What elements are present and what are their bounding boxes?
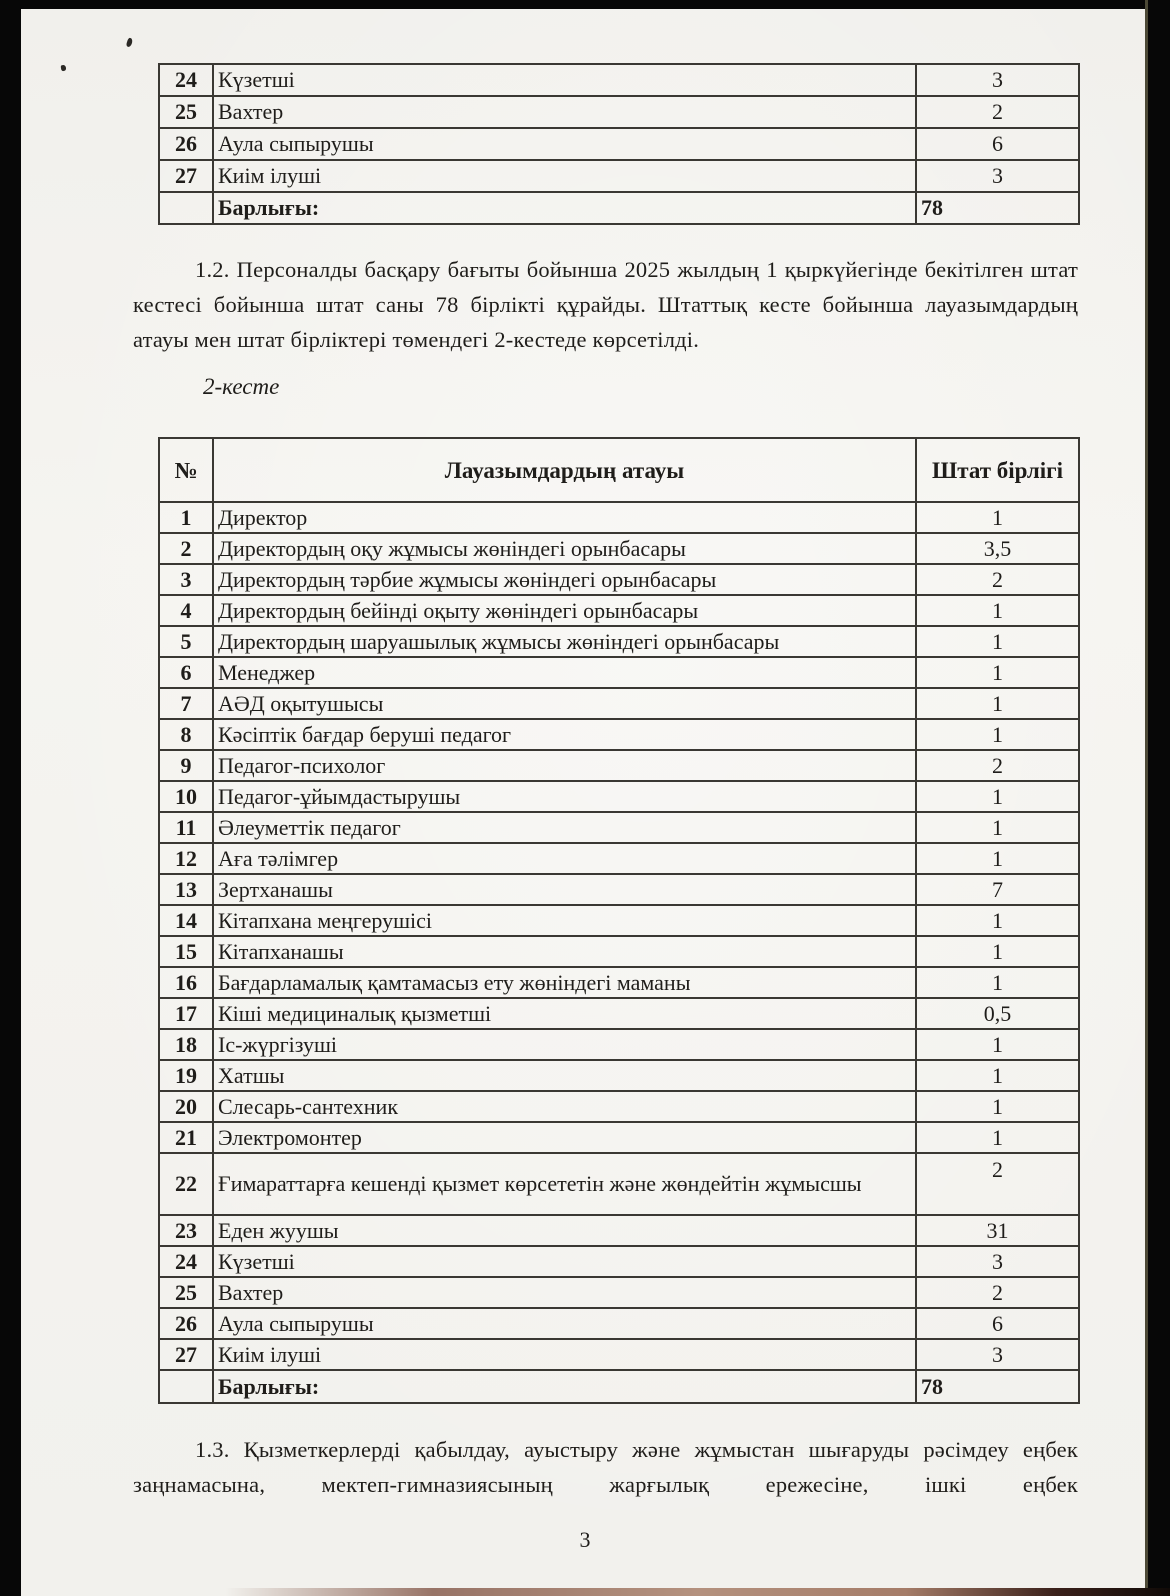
cell-num: 27 <box>159 1339 213 1370</box>
table-row <box>159 967 1079 998</box>
cell-name: Менеджер <box>213 657 916 688</box>
cell-value: 1 <box>916 781 1079 812</box>
cell-num: 18 <box>159 1029 213 1060</box>
cell-num: 15 <box>159 936 213 967</box>
cell-name: Аула сыпырушы <box>213 1308 916 1339</box>
cell-value: 1 <box>916 1091 1079 1122</box>
cell-num: 13 <box>159 874 213 905</box>
cell-num: 1 <box>159 502 213 533</box>
table-row <box>159 812 1079 843</box>
cell-value: 1 <box>916 1122 1079 1153</box>
cell-value: 2 <box>916 96 1079 128</box>
staff-table-continuation-body <box>159 64 1079 192</box>
table-row <box>159 874 1079 905</box>
table-row <box>159 657 1079 688</box>
cell-value: 1 <box>916 812 1079 843</box>
cell-value: 6 <box>916 1308 1079 1339</box>
table-row <box>159 626 1079 657</box>
cell-name: Күзетші <box>213 1246 916 1277</box>
table-header-row <box>159 438 1079 502</box>
cell-num: 21 <box>159 1122 213 1153</box>
scan-speck <box>61 65 67 72</box>
paragraph-1-2: 1.2. Персоналды басқару бағыты бойынша 2025 жылдың 1 қыркүйегінде бекітілген штат кестесі бойынша штат саны 78 бірлікті құрайды. Штаттық кесте бойынша лауазымдардың атауы мен штат бірліктері төмендегі 2-кестеде көрсетілді. <box>133 257 1078 352</box>
cell-value: 3,5 <box>916 533 1079 564</box>
header-position-name: Лауазымдардың атауы <box>213 438 916 502</box>
header-staff-unit: Штат бірлігі <box>916 438 1079 502</box>
page-number: 3 <box>579 1527 591 1552</box>
cell-value: 1 <box>916 595 1079 626</box>
cell-name: АӘД оқытушысы <box>213 688 916 719</box>
staff-table-2-body <box>159 502 1079 1370</box>
cell-value: 1 <box>916 688 1079 719</box>
cell-num: 24 <box>159 64 213 96</box>
total-value: 78 <box>916 192 1079 224</box>
cell-num: 3 <box>159 564 213 595</box>
cell-num: 7 <box>159 688 213 719</box>
cell-num: 10 <box>159 781 213 812</box>
table-row <box>159 998 1079 1029</box>
table-row <box>159 719 1079 750</box>
table-row <box>159 1060 1079 1091</box>
cell-num: 24 <box>159 1246 213 1277</box>
cell-name: Вахтер <box>213 1277 916 1308</box>
cell-name: Педагог-ұйымдастырушы <box>213 781 916 812</box>
table-row <box>159 1122 1079 1153</box>
header-number: № <box>159 438 213 502</box>
table-row <box>159 1246 1079 1277</box>
table-row <box>159 1277 1079 1308</box>
table-row <box>159 1308 1079 1339</box>
cell-num: 22 <box>159 1153 213 1215</box>
cell-value: 2 <box>916 1153 1079 1215</box>
cell-name: Слесарь-сантехник <box>213 1091 916 1122</box>
cell-name: Күзетші <box>213 64 916 96</box>
cell-value: 1 <box>916 719 1079 750</box>
cell-num: 26 <box>159 128 213 160</box>
table-row <box>159 128 1079 160</box>
cell-num: 27 <box>159 160 213 192</box>
table-row <box>159 1153 1079 1215</box>
table-row <box>159 595 1079 626</box>
table-row <box>159 64 1079 96</box>
total-label: Барлығы: <box>213 1370 916 1403</box>
cell-name: Іс-жүргізуші <box>213 1029 916 1060</box>
cell-num: 8 <box>159 719 213 750</box>
cell-num: 9 <box>159 750 213 781</box>
scan-edge-top <box>0 0 1170 9</box>
cell-num: 4 <box>159 595 213 626</box>
cell-value: 2 <box>916 564 1079 595</box>
cell-name: Директор <box>213 502 916 533</box>
cell-value: 3 <box>916 64 1079 96</box>
cell-num-empty <box>159 1370 213 1403</box>
table-total-row <box>159 192 1079 224</box>
cell-num: 25 <box>159 96 213 128</box>
cell-value: 31 <box>916 1215 1079 1246</box>
cell-value: 1 <box>916 1029 1079 1060</box>
cell-num: 5 <box>159 626 213 657</box>
cell-value: 1 <box>916 657 1079 688</box>
table-caption: 2-кесте <box>203 374 280 399</box>
cell-num: 23 <box>159 1215 213 1246</box>
table-row <box>159 1339 1079 1370</box>
scan-edge-bottom <box>225 1588 1170 1596</box>
table-row <box>159 750 1079 781</box>
cell-value: 7 <box>916 874 1079 905</box>
cell-value: 6 <box>916 128 1079 160</box>
table-row <box>159 905 1079 936</box>
cell-name: Директордың шаруашылық жұмысы жөніндегі орынбасары <box>213 626 916 657</box>
scan-edge-right <box>1145 0 1170 1596</box>
cell-num: 19 <box>159 1060 213 1091</box>
cell-name: Директордың оқу жұмысы жөніндегі орынбасары <box>213 533 916 564</box>
cell-num: 16 <box>159 967 213 998</box>
table-row <box>159 1091 1079 1122</box>
table-row <box>159 1215 1079 1246</box>
cell-num-empty <box>159 192 213 224</box>
cell-value: 0,5 <box>916 998 1079 1029</box>
cell-name: Вахтер <box>213 96 916 128</box>
cell-num: 14 <box>159 905 213 936</box>
cell-num: 11 <box>159 812 213 843</box>
cell-name: Әлеуметтік педагог <box>213 812 916 843</box>
cell-value: 3 <box>916 1339 1079 1370</box>
cell-name: Кітапхана меңгерушісі <box>213 905 916 936</box>
staff-table-continuation <box>158 63 1080 225</box>
cell-num: 2 <box>159 533 213 564</box>
table-row <box>159 1029 1079 1060</box>
table-row <box>159 160 1079 192</box>
cell-name: Кәсіптік бағдар беруші педагог <box>213 719 916 750</box>
cell-num: 26 <box>159 1308 213 1339</box>
cell-value: 1 <box>916 967 1079 998</box>
cell-name: Аула сыпырушы <box>213 128 916 160</box>
cell-value: 3 <box>916 160 1079 192</box>
cell-num: 20 <box>159 1091 213 1122</box>
table-row <box>159 843 1079 874</box>
cell-name: Директордың тәрбие жұмысы жөніндегі орынбасары <box>213 564 916 595</box>
staff-table-2 <box>158 437 1080 1404</box>
cell-name: Кітапханашы <box>213 936 916 967</box>
cell-name: Электромонтер <box>213 1122 916 1153</box>
table-row <box>159 502 1079 533</box>
cell-num: 25 <box>159 1277 213 1308</box>
total-label: Барлығы: <box>213 192 916 224</box>
table-row <box>159 781 1079 812</box>
cell-value: 3 <box>916 1246 1079 1277</box>
table-row <box>159 533 1079 564</box>
table-row <box>159 96 1079 128</box>
cell-value: 1 <box>916 502 1079 533</box>
table-row <box>159 564 1079 595</box>
cell-name: Бағдарламалық қамтамасыз ету жөніндегі маманы <box>213 967 916 998</box>
cell-name: Педагог-психолог <box>213 750 916 781</box>
cell-value: 2 <box>916 1277 1079 1308</box>
cell-num: 17 <box>159 998 213 1029</box>
cell-name: Киім ілуші <box>213 1339 916 1370</box>
table-row <box>159 936 1079 967</box>
scan-edge-left <box>0 0 21 1596</box>
cell-name: Кіші медициналық қызметші <box>213 998 916 1029</box>
cell-name: Еден жуушы <box>213 1215 916 1246</box>
cell-value: 1 <box>916 1060 1079 1091</box>
paragraph-1-3: 1.3. Қызметкерлерді қабылдау, ауыстыру және жұмыстан шығаруды рәсімдеу еңбек заңнамасына, мектеп-гимназиясының жарғылық ережесіне, ішкі еңбек <box>133 1437 1078 1497</box>
cell-value: 1 <box>916 626 1079 657</box>
table-row <box>159 688 1079 719</box>
cell-value: 2 <box>916 750 1079 781</box>
cell-num: 6 <box>159 657 213 688</box>
cell-name: Директордың бейінді оқыту жөніндегі орынбасары <box>213 595 916 626</box>
cell-value: 1 <box>916 936 1079 967</box>
cell-num: 12 <box>159 843 213 874</box>
total-value: 78 <box>916 1370 1079 1403</box>
cell-name: Киім ілуші <box>213 160 916 192</box>
table-total-row <box>159 1370 1079 1403</box>
cell-name: Хатшы <box>213 1060 916 1091</box>
cell-name: Зертханашы <box>213 874 916 905</box>
cell-name: Ғимараттарға кешенді қызмет көрсететін және жөндейтін жұмысшы <box>213 1153 916 1215</box>
cell-value: 1 <box>916 905 1079 936</box>
cell-name: Аға тәлімгер <box>213 843 916 874</box>
scan-speck <box>126 37 134 47</box>
cell-value: 1 <box>916 843 1079 874</box>
